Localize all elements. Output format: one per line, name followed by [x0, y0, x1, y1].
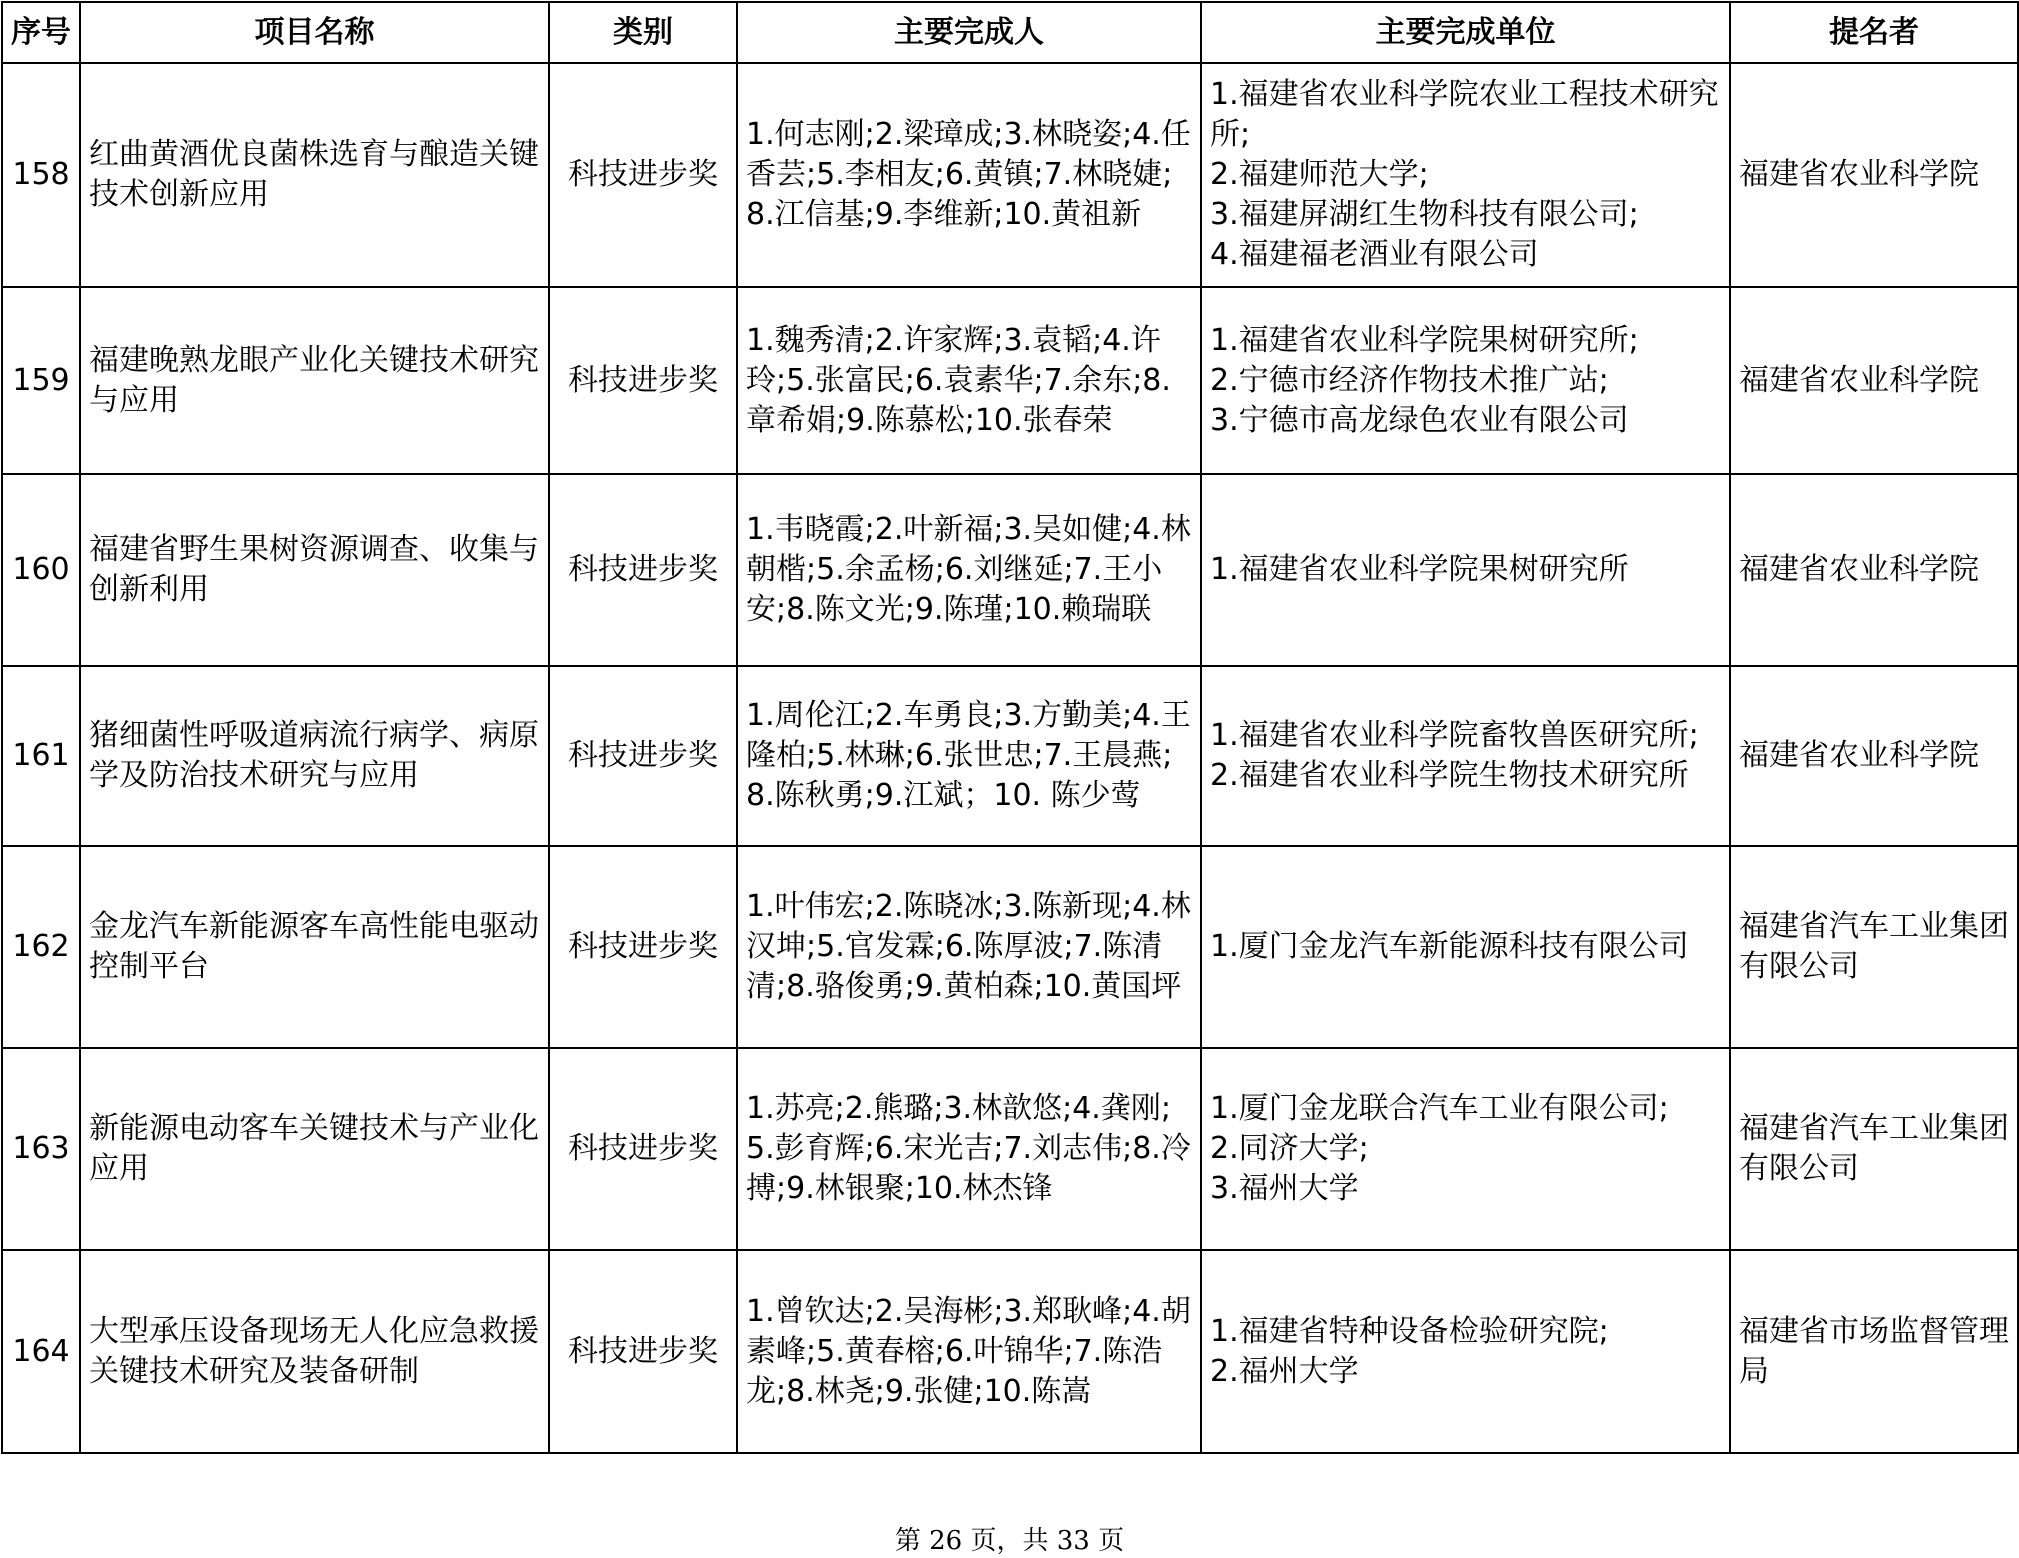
- row-category: 科技进步奖: [549, 1048, 737, 1250]
- unit-line: 1.福建省农业科学院农业工程技术研究所;: [1210, 77, 1719, 152]
- row-main-units: [1201, 63, 1730, 287]
- header-main-units: 主要完成单位: [1201, 2, 1730, 63]
- header-serial-no: 序号: [2, 2, 80, 63]
- row-nominator: 福建省农业科学院: [1730, 63, 2018, 287]
- row-serial-no: 164: [2, 1250, 80, 1453]
- row-nominator: 福建省农业科学院: [1730, 474, 2018, 666]
- unit-line: 2.福建省农业科学院生物技术研究所: [1210, 758, 1689, 793]
- table-row: [2, 63, 2018, 287]
- row-project-name: 福建晚熟龙眼产业化关键技术研究与应用: [80, 287, 549, 474]
- row-main-units: [1201, 666, 1730, 846]
- header-category: 类别: [549, 2, 737, 63]
- row-main-units: [1201, 287, 1730, 474]
- row-serial-no: 160: [2, 474, 80, 666]
- row-main-units: [1201, 474, 1730, 666]
- unit-line: 4.福建福老酒业有限公司: [1210, 237, 1539, 272]
- row-nominator: 福建省市场监督管理局: [1730, 1250, 2018, 1453]
- header-nominator: 提名者: [1730, 2, 2018, 63]
- row-nominator: 福建省汽车工业集团有限公司: [1730, 846, 2018, 1048]
- row-project-name: 金龙汽车新能源客车高性能电驱动控制平台: [80, 846, 549, 1048]
- row-nominator: 福建省农业科学院: [1730, 666, 2018, 846]
- row-category: 科技进步奖: [549, 474, 737, 666]
- row-nominator: 福建省汽车工业集团有限公司: [1730, 1048, 2018, 1250]
- table-row: [2, 846, 2018, 1048]
- row-main-persons: 1.苏亮;2.熊璐;3.林歆悠;4.龚刚;5.彭育辉;6.宋光吉;7.刘志伟;8.冷搏;9.林银聚;10.林杰锋: [737, 1048, 1201, 1250]
- row-serial-no: 163: [2, 1048, 80, 1250]
- row-serial-no: 162: [2, 846, 80, 1048]
- row-main-persons: 1.何志刚;2.梁璋成;3.林晓姿;4.任香芸;5.李相友;6.黄镇;7.林晓婕;8.江信基;9.李维新;10.黄祖新: [737, 63, 1201, 287]
- unit-line: 1.福建省农业科学院畜牧兽医研究所;: [1210, 718, 1699, 753]
- table-row: [2, 287, 2018, 474]
- unit-line: 3.宁德市高龙绿色农业有限公司: [1210, 402, 1629, 438]
- header-main-persons: 主要完成人: [737, 2, 1201, 63]
- unit-line: 1.福建省农业科学院果树研究所: [1210, 552, 1629, 587]
- row-main-units: [1201, 1048, 1730, 1250]
- unit-line: 2.同济大学;: [1210, 1131, 1369, 1166]
- award-table-container: [1, 1, 2019, 1454]
- row-main-persons: 1.曾钦达;2.吴海彬;3.郑耿峰;4.胡素峰;5.黄春榕;6.叶锦华;7.陈浩龙;8.林尧;9.张健;10.陈嵩: [737, 1250, 1201, 1453]
- header-project-name: 项目名称: [80, 2, 549, 63]
- unit-line: 2.宁德市经济作物技术推广站;: [1210, 362, 1609, 398]
- row-project-name: 猪细菌性呼吸道病流行病学、病原学及防治技术研究与应用: [80, 666, 549, 846]
- unit-line: 1.福建省农业科学院果树研究所;: [1210, 322, 1639, 358]
- table-row: [2, 1048, 2018, 1250]
- row-main-persons: 1.叶伟宏;2.陈晓冰;3.陈新现;4.林汉坤;5.官发霖;6.陈厚波;7.陈清清;8.骆俊勇;9.黄柏森;10.黄国坪: [737, 846, 1201, 1048]
- row-category: 科技进步奖: [549, 666, 737, 846]
- table-row: [2, 666, 2018, 846]
- row-category: 科技进步奖: [549, 1250, 737, 1453]
- row-project-name: 新能源电动客车关键技术与产业化应用: [80, 1048, 549, 1250]
- page-number-footer: 第 26 页，共 33 页: [894, 1526, 1125, 1556]
- row-main-persons: 1.韦晓霞;2.叶新福;3.吴如健;4.林朝楷;5.余孟杨;6.刘继延;7.王小安;8.陈文光;9.陈瑾;10.赖瑞联: [737, 474, 1201, 666]
- unit-line: 1.厦门金龙汽车新能源科技有限公司: [1210, 929, 1689, 964]
- row-nominator: 福建省农业科学院: [1730, 287, 2018, 474]
- row-project-name: 红曲黄酒优良菌株选育与酿造关键技术创新应用: [80, 63, 549, 287]
- unit-line: 3.福州大学: [1210, 1171, 1359, 1206]
- row-main-units: [1201, 846, 1730, 1048]
- row-category: 科技进步奖: [549, 846, 737, 1048]
- row-project-name: 福建省野生果树资源调查、收集与创新利用: [80, 474, 549, 666]
- row-serial-no: 159: [2, 287, 80, 474]
- row-project-name: 大型承压设备现场无人化应急救援关键技术研究及装备研制: [80, 1250, 549, 1453]
- unit-line: 2.福建师范大学;: [1210, 157, 1429, 192]
- row-category: 科技进步奖: [549, 287, 737, 474]
- unit-line: 1.福建省特种设备检验研究院;: [1210, 1313, 1609, 1349]
- table-row: [2, 1250, 2018, 1453]
- row-main-units: [1201, 1250, 1730, 1453]
- unit-line: 1.厦门金龙联合汽车工业有限公司;: [1210, 1091, 1669, 1126]
- row-main-persons: 1.周伦江;2.车勇良;3.方勤美;4.王隆柏;5.林琳;6.张世忠;7.王晨燕;8.陈秋勇;9.江斌；10. 陈少莺: [737, 666, 1201, 846]
- row-serial-no: 161: [2, 666, 80, 846]
- table-row: [2, 474, 2018, 666]
- row-main-persons: 1.魏秀清;2.许家辉;3.袁韬;4.许玲;5.张富民;6.袁素华;7.余东;8.章希娟;9.陈慕松;10.张春荣: [737, 287, 1201, 474]
- row-category: 科技进步奖: [549, 63, 737, 287]
- row-serial-no: 158: [2, 63, 80, 287]
- unit-line: 2.福州大学: [1210, 1353, 1359, 1389]
- table-header-row: [2, 2, 2018, 63]
- award-table: [1, 1, 2019, 1454]
- unit-line: 3.福建屏湖红生物科技有限公司;: [1210, 197, 1639, 232]
